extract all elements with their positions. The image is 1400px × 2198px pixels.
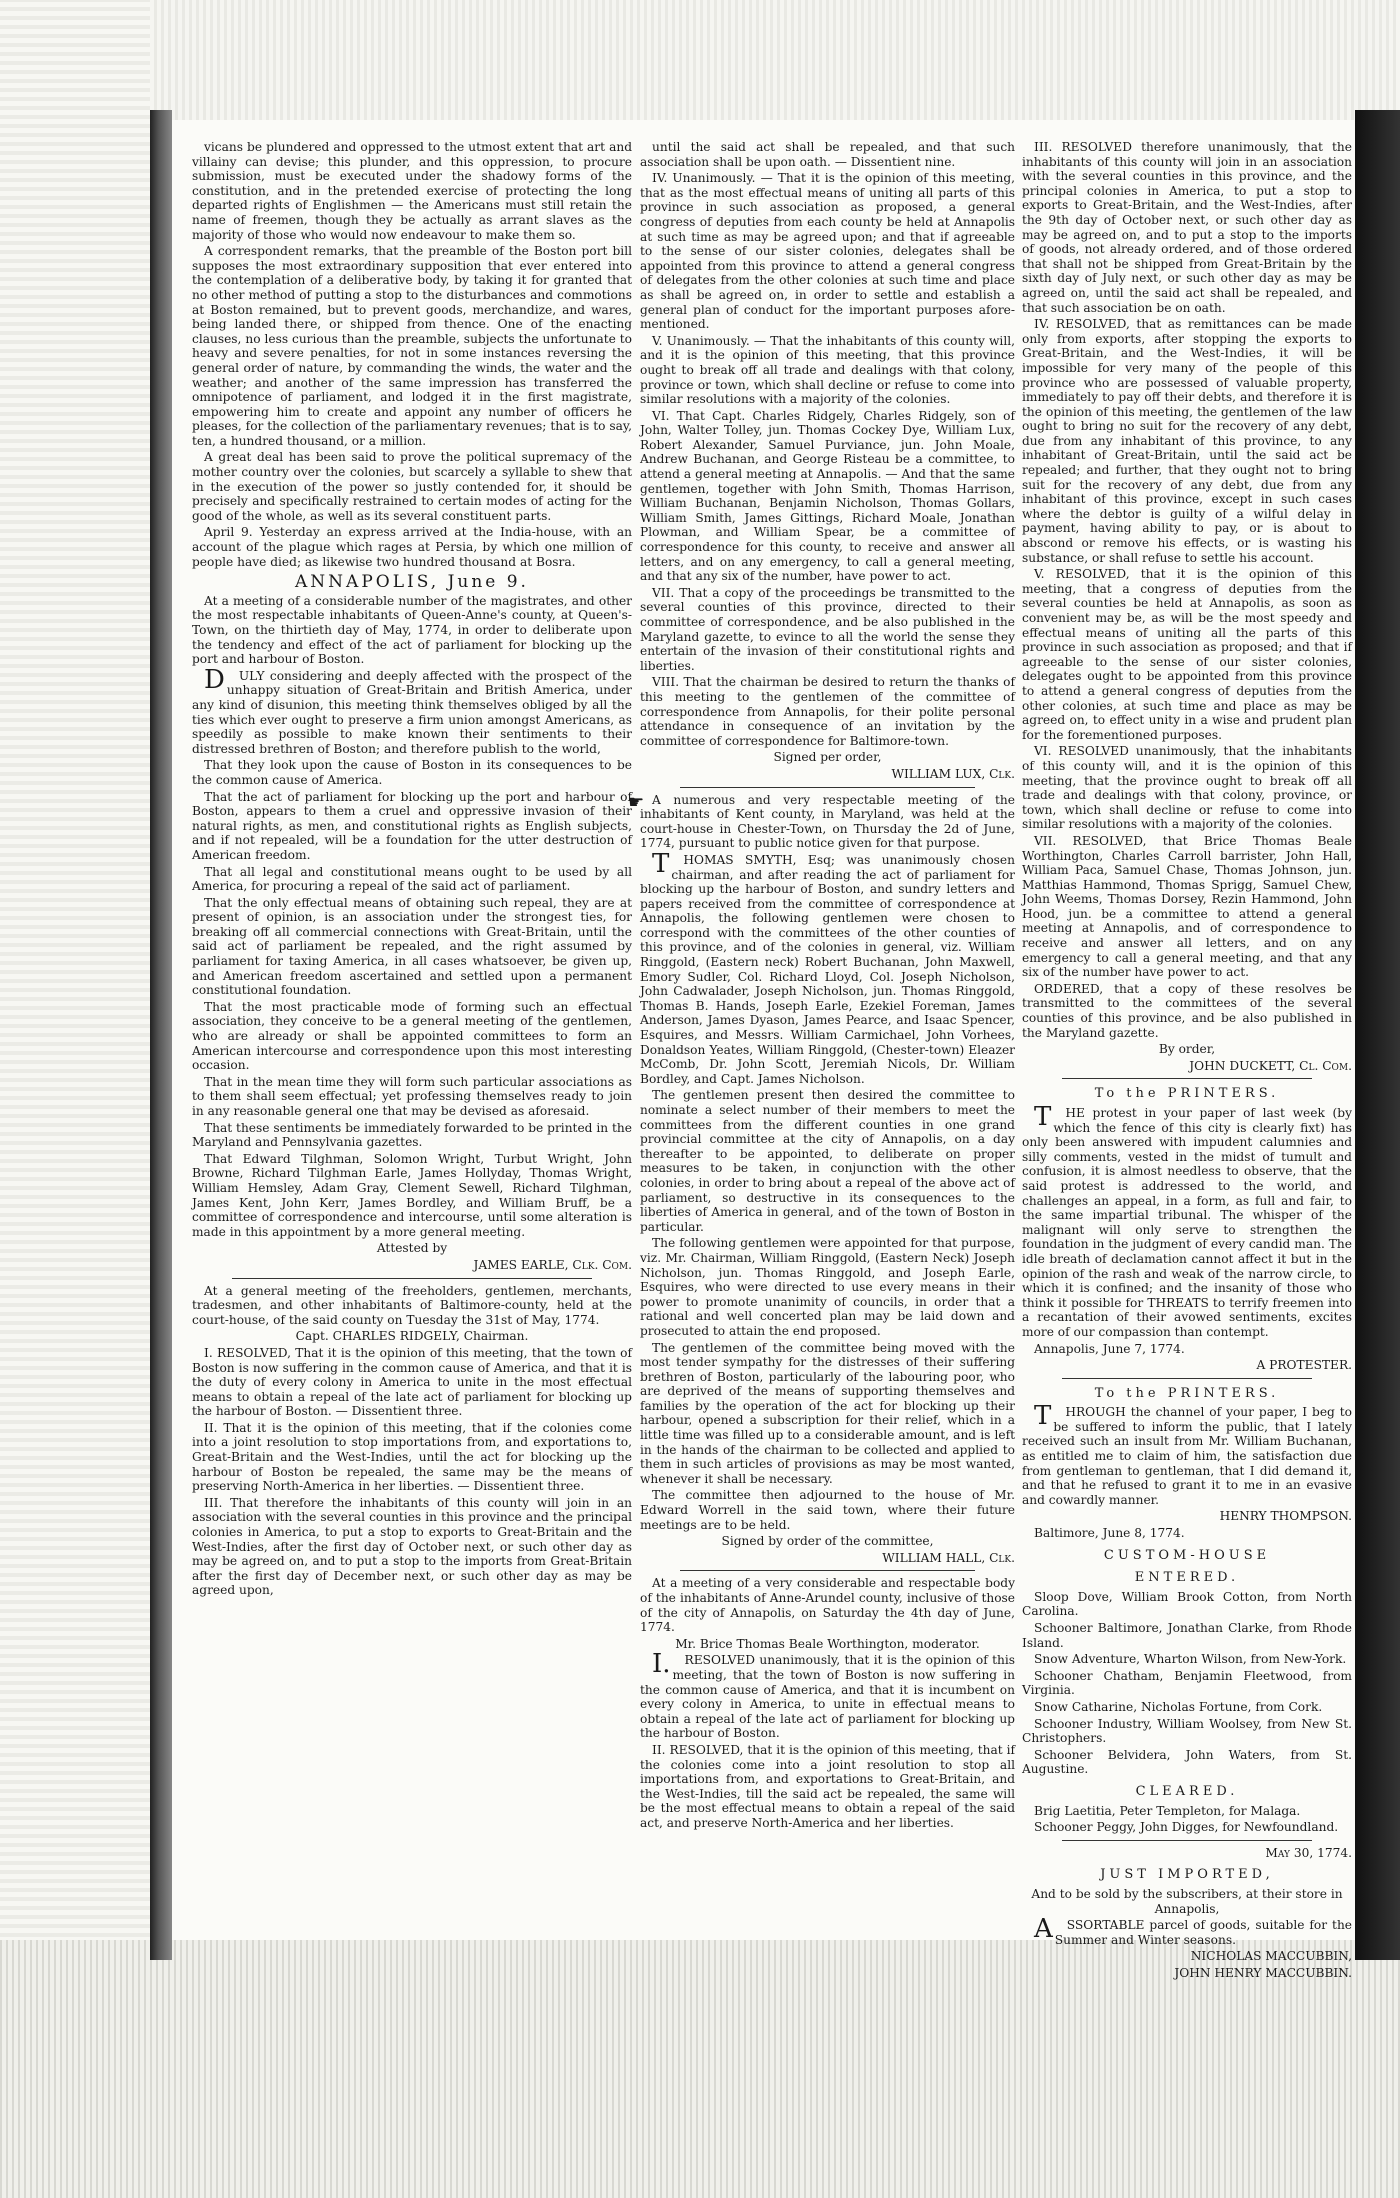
- paragraph: A numerous and very respectable meeting of the inhabitants of Kent county, in Maryland, was held at the court-house in Chester-Town, on Thursday the 2d of June, 1774, pursuant to public notice given for that purpose.: [640, 792, 1015, 851]
- ship-entry: Schooner Baltimore, Jonathan Clarke, from Rhode Island.: [1022, 1621, 1352, 1650]
- dateline: Annapolis, June 7, 1774.: [1034, 1341, 1185, 1356]
- paragraph: ORDERED, that a copy of these resolves be transmitted to the committees of the several counties of this province, and be also published in the Maryland gazette.: [1022, 981, 1352, 1040]
- divider: [1062, 1840, 1312, 1841]
- signature: JOHN HENRY MACCUBBIN.: [1174, 1965, 1352, 1980]
- resolution: IV. Unanimously. — That it is the opinion of this meeting, that as the most effectual means of uniting all parts of this province in such association as proposed, a general congress of deputies from each county be held at Annapolis at such time as may be agreed upon; and that if agreeable to the sense of our sister colonies, delegates shall be appointed from this province to attend a general congress of delegates from the other colonies at such time and place as shall be agreed on, in order to settle and establish a general plan of conduct for the important purposes afore-mentioned.: [640, 171, 1015, 332]
- paragraph: At a meeting of a very considerable and respectable body of the inhabitants of Anne-Arundel county, inclusive of those of the city of Annapolis, on Saturday the 4th day of June, 1774.: [640, 1576, 1015, 1635]
- signed-line: Signed by order of the committee,: [721, 1534, 934, 1549]
- paragraph: That Edward Tilghman, Solomon Wright, Turbut Wright, John Browne, Richard Tilghman Earle, James Hollyday, Thomas Wright, William Hemsley, Adam Gray, Clement Sewell, Richard Tilghman, James Kent, John Kerr, James Bordley, and William Bruff, be a committee of correspondence and intercourse, until some alteration is made in this appointment by a more general meeting.: [192, 1151, 632, 1239]
- section-heading: ANNAPOLIS, June 9.: [295, 572, 529, 593]
- paragraph: until the said act shall be repealed, and that such association shall be upon oath. — Dissentient nine.: [640, 140, 1015, 169]
- paragraph: The gentlemen of the committee being moved with the most tender sympathy for the distresses of their suffering brethren of Boston, particularly of the labouring poor, who are deprived of the means of supporting themselves and families by the operation of the act for blocking up their harbour, opened a subscription for their relief, which in a little time was filled up to a considerable amount, and is left in the hands of the chairman to be collected and applied to them in such articles of provisions as may be most wanted, whenever it shall be necessary.: [640, 1340, 1015, 1486]
- resolution: II. That it is the opinion of this meeting, that if the colonies come into a joint resolution to stop importations from, and exportations to, Great-Britain and the West-Indies, until the act for blocking up the harbour of Boston be repealed, the same may be the means of preserving North-America in her liberties. — Dissentient three.: [192, 1420, 632, 1494]
- paragraph: That these sentiments be immediately forwarded to be printed in the Maryland and Pennsylvania gazettes.: [192, 1120, 632, 1150]
- divider: [1062, 1378, 1312, 1379]
- paragraph: A correspondent remarks, that the preamble of the Boston port bill supposes the most extraordinary supposition that ever entered into the contemplation of a deliberative body, by taking it for granted that no other method of putting a stop to the disturbances and commotions at Boston remained, but to prevent goods, merchandize, and wares, being landed there, or shipped from thence. One of the enacting clauses, no less curious than the preamble, subjects the unfortunate to heavy and severe penalties, for not in some instances reversing the general order of nature, by commanding the winds, the water and the weather; and another of the same impression has transferred the omnipotence of parliament, and lodged it in the first magistrate, empowering him to create and appoint any number of officers he pleases, for the collection of the parliamentary revenues; that is to say, ten, a hundred thousand, or a million.: [192, 244, 632, 448]
- paragraph: That all legal and constitutional means ought to be used by all America, for procuring a repeal of the said act of parliament.: [192, 864, 632, 894]
- book-spine: [150, 110, 172, 1960]
- resolution: VI. RESOLVED unanimously, that the inhabitants of this county will, and it is the opinion of this meeting, that the province ought to break off all trade and dealings with that colony, province, or town, which shall decline or refuse to come into similar resolutions with a majority of the colonies.: [1022, 744, 1352, 832]
- divider: [1062, 1078, 1312, 1079]
- signature: JOHN DUCKETT, Cl. Com.: [1189, 1058, 1352, 1073]
- resolution: VIII. That the chairman be desired to return the thanks of this meeting to the gentlemen of the committee of correspondence from Annapolis, for their polite personal attendance in consequence of an invitation by the committee of correspondence for Baltimore-town.: [640, 675, 1015, 748]
- paragraph: That they look upon the cause of Boston in its consequences to be the common cause of America.: [192, 758, 632, 787]
- signature: NICHOLAS MACCUBBIN,: [1190, 1949, 1352, 1964]
- signature: WILLIAM LUX, Clk.: [891, 766, 1015, 781]
- scan-border-top: [0, 0, 1400, 120]
- moderator-line: Mr. Brice Thomas Beale Worthington, moderator.: [675, 1636, 980, 1651]
- ad-heading: JUST IMPORTED,: [1100, 1867, 1274, 1883]
- ship-entry: Schooner Chatham, Benjamin Fleetwood, from Virginia.: [1022, 1668, 1352, 1698]
- resolution: III. RESOLVED therefore unanimously, that the inhabitants of this county will join in an association with the several counties in this province, and the principal colonies in America, to put a stop to exports to Great-Britain, and the West-Indies, after the 9th day of October next, or such other day as may be agreed on, and to put a stop to the imports of goods, not already ordered, and of those ordered that shall not be shipped from Great-Britain by the sixth day of July next, or such other day as may be agreed on, until the said act shall be repealed, and that such association be on oath.: [1022, 140, 1352, 315]
- resolution: III. That therefore the inhabitants of this county will join in an association with the several counties in this province and the principal colonies in America, to put a stop to exports to Great-Britain and the West-Indies, after the first day of October next, or such other day as may be agreed on, and to put a stop to the imports from Great-Britain after the first day of December next, or such other day as may be agreed upon,: [192, 1495, 632, 1598]
- signature: WILLIAM HALL, Clk.: [882, 1550, 1015, 1565]
- paragraph: DULY considering and deeply affected with the prospect of the unhappy situation of Great-Britain and British America, under any kind of disunion, this meeting think themselves obliged by all the ties which ever ought to preserve a firm union amongst Americans, as speedily as possible to make known their sentiments to their distressed brethren of Boston; and therefore publish to the world,: [192, 664, 632, 756]
- column-2: [640, 140, 1015, 1930]
- letter-heading: To the PRINTERS.: [1094, 1086, 1280, 1102]
- ship-entry: Snow Catharine, Nicholas Fortune, from Cork.: [1034, 1699, 1323, 1714]
- resolution: V. Unanimously. — That the inhabitants of this county will, and it is the opinion of this meeting, that this province ought to break off all trade and dealings with that colony, province or town, which shall decline or refuse to come into similar resolutions with a majority of the colonies.: [640, 333, 1015, 407]
- paragraph: That the most practicable mode of forming such an effectual association, they conceive to be a general meeting of the gentlemen, who are already or shall be appointed committees to form an American intercourse and correspondence upon this most interesting occasion.: [192, 999, 632, 1073]
- ad-body: ASSORTABLE parcel of goods, suitable for the Summer and Winter seasons.: [1034, 1914, 1352, 1947]
- ship-entry: Sloop Dove, William Brook Cotton, from North Carolina.: [1022, 1589, 1352, 1619]
- resolution: V. RESOLVED, that it is the opinion of this meeting, that a congress of deputies from the several counties be held at Annapolis, as soon as convenient may be, as will be the most speedy and effectual means of uniting all the parts of this province in such association as proposed; and that if agreeable to the sense of our sister colonies, delegates ought to be appointed from this province to attend a general congress of deputies from the other colonies, at such time and place as may be agreed on, to effect unity in a wise and prudent plan for the forementioned purposes.: [1022, 567, 1352, 742]
- page-edge-right: [1355, 110, 1400, 1960]
- cleared-heading: CLEARED.: [1135, 1783, 1239, 1799]
- dateline: Baltimore, June 8, 1774.: [1034, 1526, 1185, 1541]
- resolution: VII. RESOLVED, that Brice Thomas Beale Worthington, Charles Carroll barrister, John Hall, William Paca, Samuel Chase, Thomas Johnson, jun. Matthias Hammond, Thomas Sprigg, Samuel Chew, John Weems, Thomas Dorsey, Rezin Hammond, John Hood, jun. be a committee to attend a general meeting at Annapolis, and of correspondence to receive and answer all letters, and on any emergency to call a general meeting, and that any six of the number have power to act.: [1022, 833, 1352, 980]
- signature: JAMES EARLE, Clk. Com.: [473, 1257, 632, 1272]
- resolution: IV. RESOLVED, that as remittances can be made only from exports, after stopping the exports to Great-Britain, and the West-Indies, it will be impossible for very many of the people of this province who are possessed of valuable property, immediately to pay off their debts, and therefore it is the opinion of this meeting, the gentlemen of the law ought to bring no suit for the recovery of any debt, due from any inhabitant of this province, to any inhabitant of Great-Britain, until the said act be repealed; and further, that they ought not to bring suit for the recovery of any debt, due from any inhabitant of this province, except in such cases where the debtor is guilty of a wilful delay in payment, having ability to pay, or is about to abscond or remove his effects, or is wasting his substance, or shall refuse to settle his account.: [1022, 317, 1352, 565]
- by-order: By order,: [1158, 1042, 1216, 1057]
- scan-border-left: [0, 0, 150, 2198]
- signed-line: Signed per order,: [773, 750, 882, 765]
- ad-subheading: And to be sold by the subscribers, at their store in Annapolis,: [1031, 1886, 1343, 1916]
- letter-heading: To the PRINTERS.: [1094, 1385, 1280, 1401]
- signature: HENRY THOMPSON.: [1219, 1509, 1352, 1524]
- paragraph: April 9. Yesterday an express arrived at the India-house, with an account of the plague which rages at Persia, by which one million of people have died; as likewise two hundred thousand at Bosra.: [192, 525, 632, 569]
- ship-clearance: Schooner Peggy, John Digges, for Newfoundland.: [1034, 1820, 1339, 1835]
- chairman-line: Capt. CHARLES RIDGELY, Chairman.: [295, 1329, 529, 1344]
- custom-house-heading: CUSTOM-HOUSE: [1103, 1547, 1271, 1563]
- signature: A PROTESTER.: [1256, 1358, 1352, 1373]
- ship-clearance: Brig Laetitia, Peter Templeton, for Malaga.: [1034, 1803, 1301, 1818]
- paragraph: The following gentlemen were appointed for that purpose, viz. Mr. Chairman, William Ringgold, (Eastern Neck) Joseph Nicholson, jun. Thomas Ringgold, and Joseph Earle, Esquires, who were directed to use every means in their power to promote unanimity of councils, in order that a rational and well concerted plan may be laid down and prosecuted to attain the end proposed.: [640, 1236, 1015, 1338]
- ad-date: May 30, 1774.: [1265, 1845, 1352, 1860]
- resolution: I.RESOLVED unanimously, that it is the opinion of this meeting, that the town of Boston is now suffering in the common cause of America, and that it is incumbent on every colony in America, to unite in effectual means to obtain a repeal of the late act of parliament for blocking up the harbour of Boston.: [640, 1649, 1015, 1741]
- paragraph: That the only effectual means of obtaining such repeal, they are at present of opinion, is an association under the strongest ties, for breaking off all commercial connections with Great-Britain, until the said act of parliament be repealed, and the right assumed by parliament for taxing America, in all cases whatsoever, be given up, and American freedom ascertained and settled upon a permanent constitutional foundation.: [192, 895, 632, 998]
- ship-entry: Snow Adventure, Wharton Wilson, from New-York.: [1034, 1652, 1347, 1667]
- attestation: Attested by: [376, 1241, 448, 1256]
- paragraph: At a meeting of a considerable number of the magistrates, and other the most respectable inhabitants of Queen-Anne's county, at Queen's-Town, on the thirtieth day of May, 1774, in order to deliberate upon the tendency and effect of the act of parliament for blocking up the port and harbour of Boston.: [192, 593, 632, 667]
- paragraph: The committee then adjourned to the house of Mr. Edward Worrell in the said town, where their future meetings are to be held.: [640, 1488, 1015, 1532]
- paragraph: A great deal has been said to prove the political supremacy of the mother country over the colonies, but scarcely a syllable to shew that in the execution of the power so justly contended for, it should be precisely and specifically restrained to certain modes of acting for the good of the whole, as well as its several constituent parts.: [192, 450, 632, 523]
- paragraph: That in the mean time they will form such particular associations as to them shall seem effectual; yet professing themselves ready to join in any reasonable general one that may be devised as aforesaid.: [192, 1074, 632, 1118]
- paragraph: The gentlemen present then desired the committee to nominate a select number of their members to meet the committees from the different counties in one grand provincial committee at the city of Annapolis, on a day thereafter to be appointed, to deliberate on proper measures to be taken, in conjunction with the other colonies, in order to bring about a repeal of the above act of parliament, so destructive in its consequences to the liberties of America in general, and of the town of Boston in particular.: [640, 1088, 1015, 1234]
- paragraph: At a general meeting of the freeholders, gentlemen, merchants, tradesmen, and other inhabitants of Baltimore-county, held at the court-house, of the said county on Tuesday the 31st of May, 1774.: [192, 1283, 632, 1327]
- entered-heading: ENTERED.: [1134, 1570, 1240, 1586]
- letter-body: THE protest in your paper of last week (by which the fence of this city is clearly fixt) has only been answered with impudent calumnies and silly comments, vested in the midst of tumult and confusion, it is almost needless to observe, that the said protest is addressed to the world, and challenges an appeal, in a form, as full and fair, to the same impartial tribunal. The whisper of the malignant will only serve to strengthen the foundation in the judgment of every candid man. The idle breath of declamation cannot affect it but in the opinion of the rash and weak of the narrow circle, to which it is confined; and the insanity of those who think it possible for THREATS to terrify freemen into a recantation of their avowed sentiments, excites more of our compassion than contempt.: [1022, 1102, 1352, 1339]
- ship-entry: Schooner Belvidera, John Waters, from St. Augustine.: [1022, 1747, 1352, 1777]
- resolution: VII. That a copy of the proceedings be transmitted to the several counties of this province, directed to their committee of correspondence, and be also published in the Maryland gazette, to evince to all the world the sense they entertain of the invasion of their constitutional rights and liberties.: [640, 585, 1015, 673]
- paragraph: vicans be plundered and oppressed to the utmost extent that art and villainy can devise; this plunder, and this oppression, to procure submission, must be executed under the shadowy forms of the constitution, and in the pretended exercise of protecting the long departed rights of Englishmen — the Americans must still retain the name of freemen, though they be actually as arrant slaves as the majority of those who would now endeavour to make them so.: [192, 140, 632, 242]
- paragraph: That the act of parliament for blocking up the port and harbour of Boston, appears to them a cruel and oppressive invasion of their natural rights, as men, and constitutional rights as English subjects, and if not repealed, will be a foundation for the utter destruction of American freedom.: [192, 789, 632, 862]
- paragraph: THOMAS SMYTH, Esq; was unanimously chosen chairman, and after reading the act of parliament for blocking up the harbour of Boston, and sundry letters and papers received from the committee of correspondence at Annapolis, the following gentlemen were chosen to correspond with the committees of the other counties of this province, and of the colonies in general, viz. William Ringgold, (Eastern neck) Robert Buchanan, John Maxwell, Emory Sudler, Col. Richard Lloyd, Col. Joseph Nicholson, John Cadwalader, Joseph Nicholson, jun. Thomas Ringgold, Thomas B. Hands, Joseph Earle, Ezekiel Foreman, James Anderson, James Dyason, James Pearce, and Isaac Spencer, Esquires, and Messrs. William Carmichael, John Vorhees, Donaldson Yeates, William Ringgold, (Chester-town) Eleazer McComb, Dr. John Scott, Jeremiah Nicols, Dr. William Bordley, and Capt. James Nicholson.: [640, 848, 1015, 1086]
- pointing-hand-icon: ☛: [628, 792, 645, 813]
- divider: [680, 787, 975, 788]
- column-1: [192, 140, 632, 1930]
- divider: [232, 1278, 592, 1279]
- resolution: II. RESOLVED, that it is the opinion of this meeting, that if the colonies come into a joint resolution to stop all importations from, and exportations to Great-Britain, and the West-Indies, till the said act be repealed, the same will be the most effectual means to obtain a repeal of the said act, and preserve North-America and her liberties.: [640, 1742, 1015, 1830]
- ship-entry: Schooner Industry, William Woolsey, from New St. Christophers.: [1022, 1716, 1352, 1746]
- letter-body: THROUGH the channel of your paper, I beg to be suffered to inform the public, that I lately received such an insult from Mr. William Buchanan, as entitled me to claim of him, the satisfaction due from gentleman to gentleman, that I did demand it, and that he refused to grant it to me in an evasive and cowardly manner.: [1022, 1401, 1352, 1507]
- divider: [680, 1570, 975, 1571]
- column-3: [1022, 140, 1352, 1980]
- resolution: VI. That Capt. Charles Ridgely, Charles Ridgely, son of John, Walter Tolley, jun. Thomas Cockey Dye, William Lux, Robert Alexander, Samuel Purviance, jun. John Moale, Andrew Buchanan, and George Risteau be a committee, to attend a general meeting at Annapolis. — And that the same gentlemen, together with John Smith, Thomas Harrison, William Buchanan, Benjamin Nicholson, Thomas Gollars, William Smith, James Gittings, Richard Moale, Jonathan Plowman, and William Spear, be a committee of correspondence for this county, to receive and answer all letters, and on any emergency, to call a general meeting, and that any six of the number, have power to act.: [640, 408, 1015, 584]
- resolution: I. RESOLVED, That it is the opinion of this meeting, that the town of Boston is now suffering in the common cause of America, and that it is the duty of every colony in America to unite in the most effectual means to obtain a repeal of the late act of parliament for blocking up the harbour of Boston. — Dissentient three.: [192, 1345, 632, 1419]
